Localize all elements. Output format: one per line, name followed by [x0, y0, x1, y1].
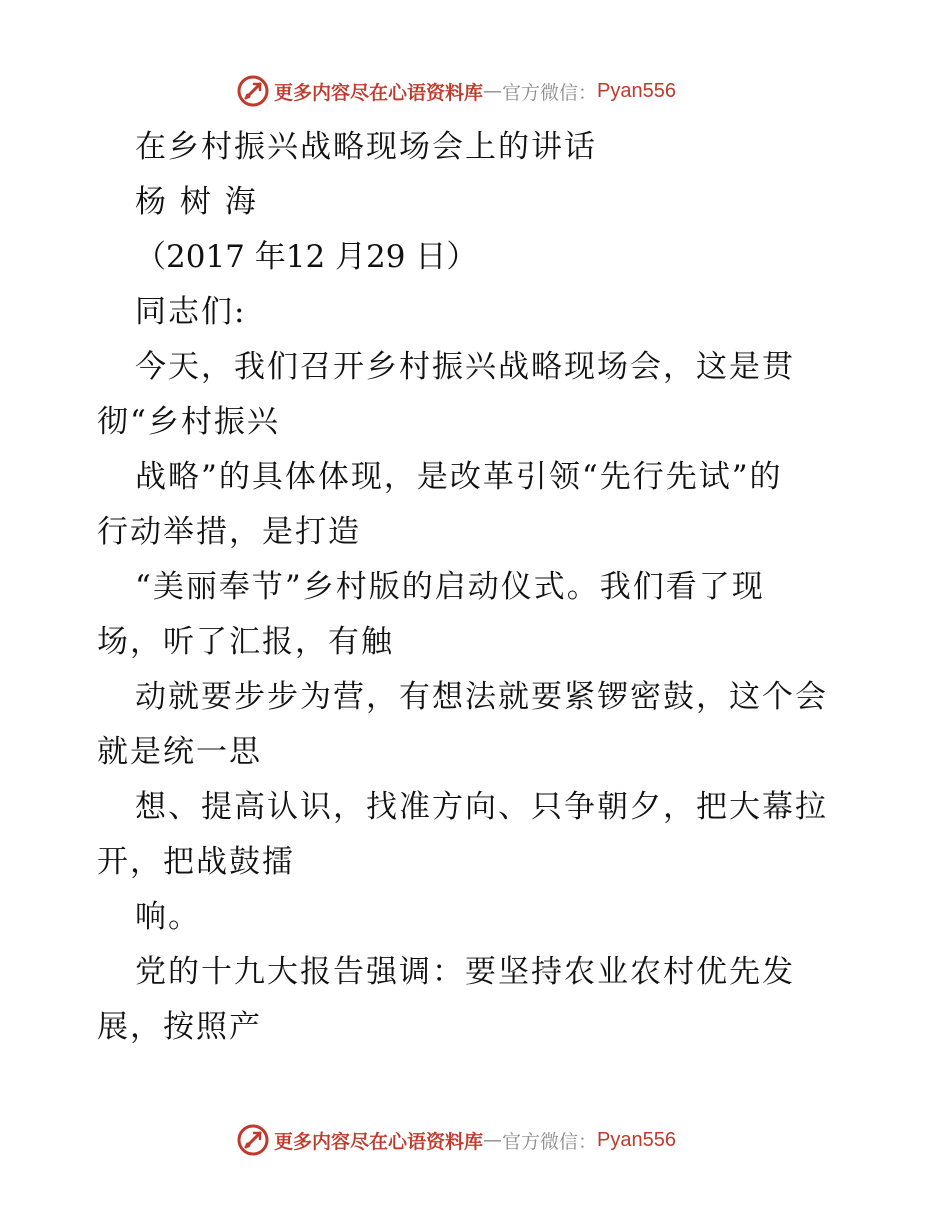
paragraph-line: “美丽奉节”乡村版的启动仪式。我们看了现	[135, 569, 765, 605]
paragraph-line: 彻“乡村振兴	[97, 404, 280, 440]
watermark-header	[236, 74, 676, 108]
watermark-official-label: 官方微信：	[502, 1130, 598, 1153]
paragraph-line: 今天，我们召开乡村振兴战略现场会，这是贯	[135, 349, 795, 385]
document-salutation: 同志们:	[135, 294, 247, 330]
paragraph-line: 就是统一思	[97, 734, 262, 770]
document-body	[97, 120, 857, 1055]
paragraph-line: 场，听了汇报，有触	[97, 624, 394, 660]
document-title: 在乡村振兴战略现场会上的讲话	[135, 129, 597, 165]
watermark-brand-text: 更多内容尽在心语资料库	[274, 1130, 484, 1153]
paragraph-line: 行动举措，是打造	[97, 514, 361, 550]
brand-logo-icon	[236, 74, 270, 108]
document-date: （2017 年12 月29 日）	[135, 239, 478, 275]
brand-logo-icon	[236, 1123, 270, 1157]
paragraph-line: 想、提高认识，找准方向、只争朝夕，把大幕拉	[135, 789, 828, 825]
watermark-official-label: 官方微信：	[502, 81, 598, 104]
paragraph-line: 动就要步步为营，有想法就要紧锣密鼓，这个会	[135, 679, 828, 715]
watermark-dash: —	[483, 80, 503, 102]
watermark-wechat-id: Pyan556	[597, 1128, 676, 1151]
document-author: 杨 树 海	[135, 184, 258, 220]
watermark-wechat-id: Pyan556	[597, 79, 676, 102]
paragraph-line: 展，按照产	[97, 1009, 262, 1045]
paragraph-line: 战略”的具体体现，是改革引领“先行先试”的	[135, 459, 783, 495]
paragraph-line: 开，把战鼓擂	[97, 844, 295, 880]
paragraph-line: 响。	[135, 899, 201, 935]
watermark-brand-text: 更多内容尽在心语资料库	[274, 81, 484, 104]
paragraph-line: 党的十九大报告强调：要坚持农业农村优先发	[135, 954, 795, 990]
watermark-footer	[236, 1123, 676, 1157]
watermark-dash: —	[483, 1129, 503, 1151]
